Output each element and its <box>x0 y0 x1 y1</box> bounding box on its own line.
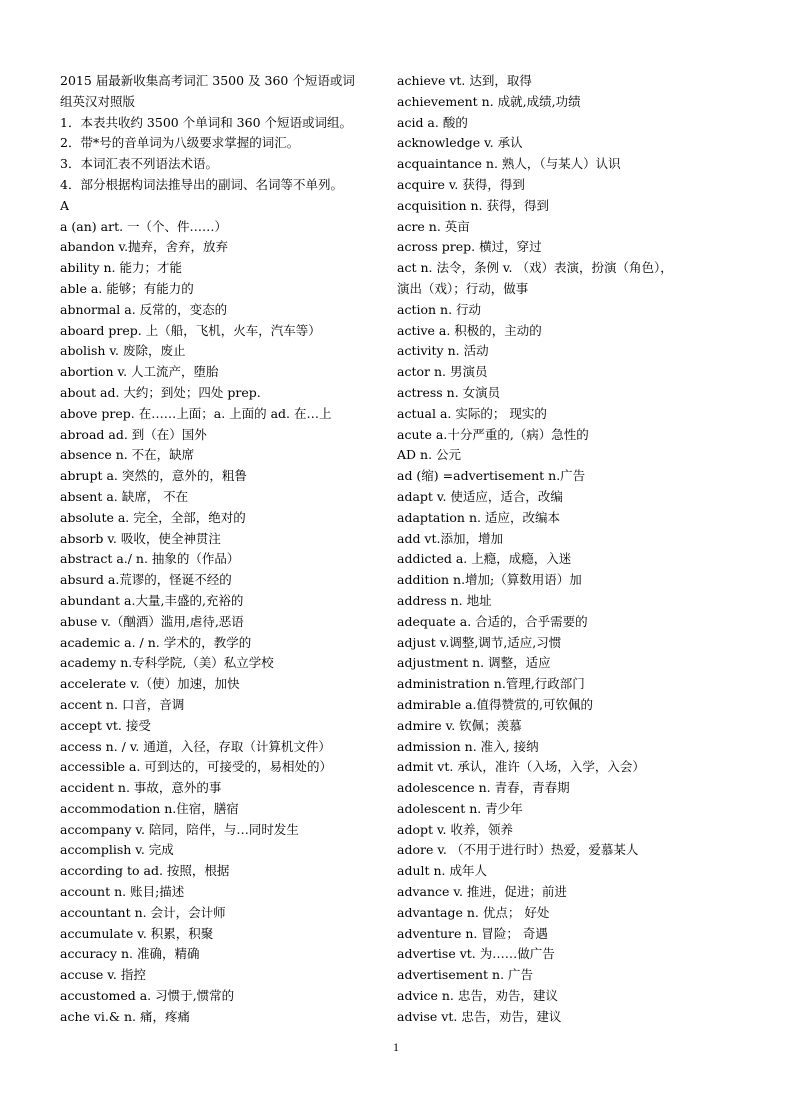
vocab-line: address n. 地址 <box>397 592 492 608</box>
vocab-line: adequate a. 合适的，合乎需要的 <box>397 613 588 629</box>
vocab-line: accountant n. 会计，会计师 <box>60 904 226 920</box>
vocab-line: about ad. 大约；到处；四处 prep. <box>60 384 261 400</box>
vocab-line: advertisement n. 广告 <box>397 967 534 983</box>
vocab-line: abortion v. 人工流产，堕胎 <box>60 364 219 380</box>
vocab-line: acquisition n. 获得，得到 <box>397 197 549 213</box>
vocab-line: activity n. 活动 <box>397 343 489 359</box>
vocab-line: advise vt. 忠告，劝告，建议 <box>397 1008 562 1024</box>
vocab-line: abandon v.抛弃，舍弃，放弃 <box>60 239 229 255</box>
vocab-line: adapt v. 使适应，适合，改编 <box>397 488 563 504</box>
vocab-line: actual a. 实际的； 现实的 <box>397 405 547 421</box>
vocab-line: accept vt. 接受 <box>60 717 151 733</box>
vocab-line: acquire v. 获得，得到 <box>397 176 525 192</box>
vocab-line: acknowledge v. 承认 <box>397 135 523 151</box>
vocab-line: advice n. 忠告，劝告，建议 <box>397 988 558 1004</box>
vocab-line: acute a.十分严重的,（病）急性的 <box>397 426 589 442</box>
vocab-line: admit vt. 承认，准许（入场，入学，入会） <box>397 759 645 775</box>
vocab-line: 演出（戏）；行动，做事 <box>397 280 529 296</box>
vocab-line: adjust v.调整,调节,适应,习惯 <box>397 634 562 650</box>
vocab-line: absorb v. 吸收，使全神贯注 <box>60 530 221 546</box>
vocab-line: accommodation n.住宿，膳宿 <box>60 800 239 816</box>
vocab-line: adore v. （不用于进行时）热爱，爱慕某人 <box>397 842 639 858</box>
vocab-line: admirable a.值得赞赏的,可钦佩的 <box>397 696 594 712</box>
vocab-line: AD n. 公元 <box>397 447 462 463</box>
vocab-line: adult n. 成年人 <box>397 863 487 879</box>
vocab-line: adolescence n. 青春，青春期 <box>397 780 570 796</box>
vocab-line: account n. 账目;描述 <box>60 884 185 900</box>
vocab-line: accuse v. 指控 <box>60 967 146 983</box>
vocab-line: 4．部分根据构词法推导出的副词、名词等不单列。 <box>60 176 343 192</box>
vocab-line: abrupt a. 突然的，意外的，粗鲁 <box>60 468 247 484</box>
vocab-line: accessible a. 可到达的，可接受的，易相处的） <box>60 759 332 775</box>
vocab-line: active a. 积极的，主动的 <box>397 322 542 338</box>
vocab-line: ability n. 能力；才能 <box>60 260 183 276</box>
vocab-line: a (an) art. 一（个、件……） <box>60 218 228 234</box>
right-column <box>397 71 737 1028</box>
vocab-line: absurd a.荒谬的，怪诞不经的 <box>60 572 232 588</box>
vocab-line: across prep. 横过，穿过 <box>397 239 542 255</box>
vocab-line: ache vi.& n. 痛，疼痛 <box>60 1008 191 1024</box>
vocab-line: accomplish v. 完成 <box>60 842 174 858</box>
vocab-line: aboard prep. 上（船，飞机，火车，汽车等） <box>60 322 321 338</box>
vocab-line: actor n. 男演员 <box>397 364 488 380</box>
vocab-line: achievement n. 成就,成绩,功绩 <box>397 93 581 109</box>
vocab-line: adaptation n. 适应，改编本 <box>397 509 560 525</box>
vocab-line: acre n. 英亩 <box>397 218 470 234</box>
vocab-line: achieve vt. 达到，取得 <box>397 73 532 88</box>
vocab-line: accustomed a. 习惯于,惯常的 <box>60 988 235 1004</box>
vocab-line: accident n. 事故，意外的事 <box>60 780 222 796</box>
vocab-line: academy n.专科学院,（美）私立学校 <box>60 655 274 671</box>
vocab-line: access n. / v. 通道，入径，存取（计算机文件） <box>60 738 331 754</box>
vocab-line: addition n.增加;（算数用语）加 <box>397 572 582 588</box>
vocab-line: 3．本词汇表不列语法术语。 <box>60 156 218 172</box>
vocab-line: action n. 行动 <box>397 301 482 317</box>
vocab-line: A <box>60 197 70 213</box>
vocab-line: absolute a. 完全，全部，绝对的 <box>60 509 246 525</box>
vocab-line: ad (缩) =advertisement n.广告 <box>397 468 586 484</box>
page-number: 1 <box>393 1040 399 1054</box>
vocab-line: abolish v. 废除，废止 <box>60 343 186 359</box>
vocab-line: absence n. 不在，缺席 <box>60 447 195 463</box>
vocab-line: abstract a./ n. 抽象的（作品） <box>60 551 240 567</box>
vocab-line: addicted a. 上瘾，成瘾，入迷 <box>397 551 572 567</box>
vocab-line: accelerate v.（使）加速，加快 <box>60 676 240 692</box>
vocab-line: 2015 届最新收集高考词汇 3500 及 360 个短语或词 <box>60 73 355 88</box>
vocab-line: acid a. 酸的 <box>397 114 468 130</box>
vocab-line: abuse v.（酗酒）滥用,虐待,恶语 <box>60 613 244 629</box>
left-column <box>60 71 378 1028</box>
vocab-line: abroad ad. 到（在）国外 <box>60 426 207 442</box>
vocab-line: admire v. 钦佩；羡慕 <box>397 717 522 733</box>
vocab-line: abundant a.大量,丰盛的,充裕的 <box>60 592 244 608</box>
vocab-line: adolescent n. 青少年 <box>397 800 523 816</box>
vocab-line: actress n. 女演员 <box>397 384 501 400</box>
vocab-line: acquaintance n. 熟人，（与某人）认识 <box>397 156 621 172</box>
vocab-line: act n. 法令，条例 v. （戏）表演，扮演（角色）， <box>397 260 673 276</box>
vocab-line: admission n. 准入, 接纳 <box>397 738 539 754</box>
vocab-line: advertise vt. 为……做广告 <box>397 946 555 962</box>
vocab-line: accompany v. 陪同，陪伴，与…同时发生 <box>60 821 299 837</box>
vocab-line: add vt.添加，增加 <box>397 530 503 546</box>
vocab-line: accuracy n. 准确，精确 <box>60 946 200 962</box>
vocab-line: adopt v. 收养，领养 <box>397 821 514 837</box>
vocab-line: adventure n. 冒险； 奇遇 <box>397 925 548 941</box>
vocab-line: above prep. 在……上面；a. 上面的 ad. 在…上 <box>60 405 332 421</box>
vocab-line: administration n.管理,行政部门 <box>397 676 585 692</box>
vocab-line: according to ad. 按照，根据 <box>60 863 230 879</box>
vocab-line: able a. 能够；有能力的 <box>60 280 194 296</box>
vocab-line: absent a. 缺席， 不在 <box>60 488 189 504</box>
vocab-line: abnormal a. 反常的，变态的 <box>60 301 228 317</box>
vocab-line: 1．本表共收约 3500 个单词和 360 个短语或词组。 <box>60 114 353 130</box>
vocab-line: advantage n. 优点； 好处 <box>397 904 550 920</box>
vocab-line: accumulate v. 积累，积聚 <box>60 925 214 941</box>
vocab-line: 组英汉对照版 <box>60 93 136 109</box>
vocab-line: academic a. / n. 学术的，教学的 <box>60 634 252 650</box>
vocab-line: accent n. 口音，音调 <box>60 696 185 712</box>
vocab-line: 2．带*号的音单词为八级要求掌握的词汇。 <box>60 135 300 151</box>
vocab-line: advance v. 推进，促进；前进 <box>397 884 567 900</box>
vocab-line: adjustment n. 调整，适应 <box>397 655 551 671</box>
